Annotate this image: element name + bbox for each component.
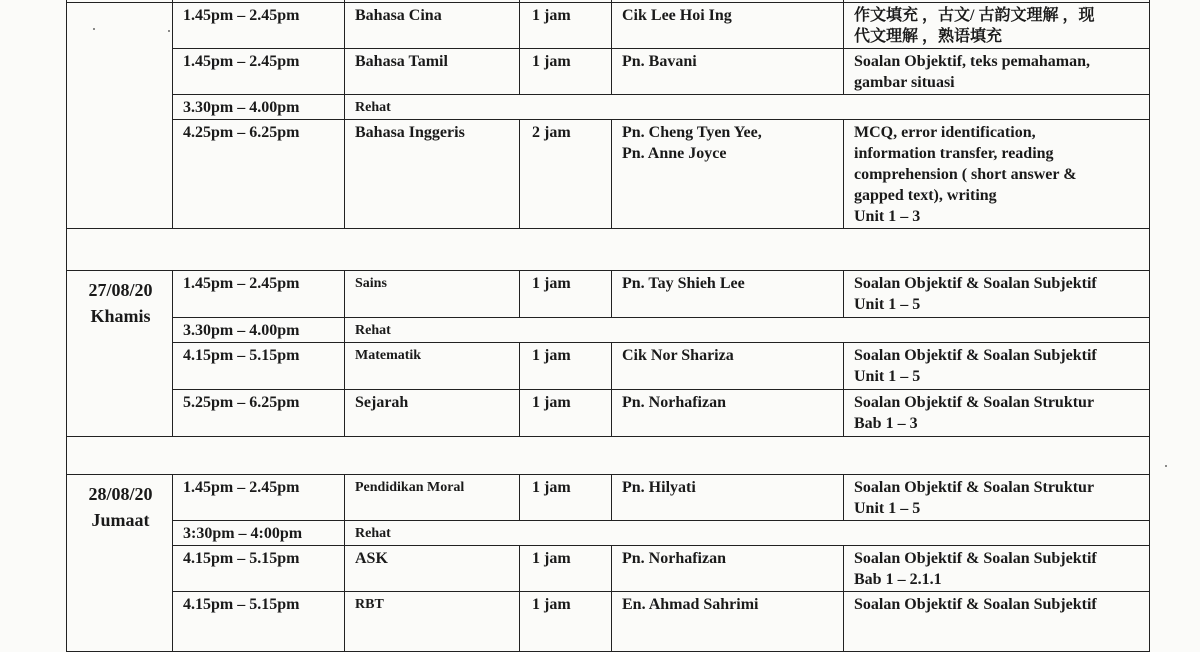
duration-cell: 1 jam: [520, 3, 612, 49]
day-separator-row: [67, 229, 1150, 271]
text-line: 代文理解 ，熟语填充: [854, 28, 1003, 45]
text-line: Cik Lee Hoi Ing: [622, 7, 732, 24]
duration-cell: 1 jam: [520, 343, 612, 390]
text-line: Cik Nor Shariza: [622, 347, 734, 364]
schedule-body: [67, 0, 1150, 652]
text-line: Pn. Norhafizan: [622, 550, 726, 567]
table-row: [67, 390, 1150, 437]
teacher-cell: [612, 120, 844, 229]
table-row: [67, 318, 1150, 343]
subject-cell: Rehat: [345, 318, 1150, 343]
subject-cell: Pendidikan Moral: [345, 475, 520, 521]
text-line: Soalan Objektif & Soalan Subjektif: [854, 596, 1097, 613]
table-row: [67, 271, 1150, 318]
table-row: [67, 95, 1150, 120]
day-date: 28/08/20: [88, 484, 153, 504]
table-row: [67, 475, 1150, 521]
content-cell: [844, 120, 1150, 229]
content-cell: [844, 271, 1150, 318]
duration-cell: 2 jam: [520, 120, 612, 229]
text-line: Pn. Hilyati: [622, 479, 696, 496]
subject-cell: Sains: [345, 271, 520, 318]
subject-cell: Bahasa Inggeris: [345, 120, 520, 229]
duration-cell: 1 jam: [520, 49, 612, 95]
separator-cell: [67, 229, 1150, 271]
text-line: Pn. Norhafizan: [622, 394, 726, 411]
time-cell: 1.45pm – 2.45pm: [173, 271, 345, 318]
subject-cell: RBT: [345, 592, 520, 652]
table-row: [67, 521, 1150, 546]
time-cell: 1.45pm – 2.45pm: [173, 475, 345, 521]
text-line: MCQ, error identification,: [854, 124, 1036, 141]
table-row: [67, 592, 1150, 652]
text-line: comprehension ( short answer &: [854, 166, 1077, 183]
teacher-cell: [612, 49, 844, 95]
teacher-cell: [612, 271, 844, 318]
day-name: Jumaat: [91, 510, 150, 530]
text-line: gapped text), writing: [854, 187, 997, 204]
duration-cell: 1 jam: [520, 475, 612, 521]
subject-cell: Bahasa Tamil: [345, 49, 520, 95]
scan-speck: [93, 28, 95, 30]
day-date: 27/08/20: [88, 280, 153, 300]
text-line: Pn. Bavani: [622, 53, 697, 70]
day-name: Khamis: [90, 306, 151, 326]
duration-cell: 1 jam: [520, 271, 612, 318]
time-cell: 4.15pm – 5.15pm: [173, 592, 345, 652]
text-line: Soalan Objektif & Soalan Subjektif: [854, 347, 1097, 364]
table-row: [67, 49, 1150, 95]
time-cell: 1.45pm – 2.45pm: [173, 3, 345, 49]
scan-speck: [1165, 465, 1167, 467]
text-line: Soalan Objektif & Soalan Struktur: [854, 479, 1095, 496]
text-line: Bab 1 – 3: [854, 415, 918, 432]
text-line: Soalan Objektif & Soalan Subjektif: [854, 550, 1097, 567]
subject-cell: Bahasa Cina: [345, 3, 520, 49]
subject-cell: ASK: [345, 546, 520, 592]
table-row: [67, 343, 1150, 390]
table-row: [67, 120, 1150, 229]
text-line: Soalan Objektif & Soalan Subjektif: [854, 275, 1097, 292]
text-line: information transfer, reading: [854, 145, 1054, 162]
day-cell: [67, 271, 173, 437]
content-cell: [844, 3, 1150, 49]
subject-cell: Sejarah: [345, 390, 520, 437]
subject-cell: Rehat: [345, 521, 1150, 546]
subject-cell: Rehat: [345, 95, 1150, 120]
exam-schedule-table: [66, 0, 1150, 652]
table-row: [67, 546, 1150, 592]
teacher-cell: [612, 390, 844, 437]
subject-cell: Matematik: [345, 343, 520, 390]
text-line: Bab 1 – 2.1.1: [854, 571, 942, 588]
teacher-cell: [612, 475, 844, 521]
time-cell: 5.25pm – 6.25pm: [173, 390, 345, 437]
content-cell: [844, 390, 1150, 437]
content-cell: [844, 546, 1150, 592]
scan-speck: [168, 30, 170, 32]
text-line: Pn. Cheng Tyen Yee,: [622, 124, 762, 141]
text-line: gambar situasi: [854, 74, 955, 91]
text-line: Pn. Tay Shieh Lee: [622, 275, 745, 292]
time-cell: 3:30pm – 4:00pm: [173, 521, 345, 546]
teacher-cell: [612, 592, 844, 652]
content-cell: [844, 475, 1150, 521]
time-cell: 1.45pm – 2.45pm: [173, 49, 345, 95]
teacher-cell: [612, 343, 844, 390]
day-separator-row: [67, 437, 1150, 475]
content-cell: [844, 49, 1150, 95]
time-cell: 3.30pm – 4.00pm: [173, 318, 345, 343]
text-line: Unit 1 – 5: [854, 368, 921, 385]
text-line: Soalan Objektif & Soalan Struktur: [854, 394, 1095, 411]
content-cell: [844, 592, 1150, 652]
duration-cell: 1 jam: [520, 546, 612, 592]
text-line: 作文填充 ，古文/ 古韵文理解 ，现: [854, 7, 1095, 24]
day-cell: [67, 3, 173, 229]
time-cell: 3.30pm – 4.00pm: [173, 95, 345, 120]
time-cell: 4.15pm – 5.15pm: [173, 546, 345, 592]
text-line: Unit 1 – 5: [854, 296, 921, 313]
duration-cell: 1 jam: [520, 592, 612, 652]
time-cell: 4.25pm – 6.25pm: [173, 120, 345, 229]
content-cell: [844, 343, 1150, 390]
time-cell: 4.15pm – 5.15pm: [173, 343, 345, 390]
teacher-cell: [612, 546, 844, 592]
text-line: En. Ahmad Sahrimi: [622, 596, 759, 613]
duration-cell: 1 jam: [520, 390, 612, 437]
text-line: Soalan Objektif, teks pemahaman,: [854, 53, 1091, 70]
teacher-cell: [612, 3, 844, 49]
text-line: Unit 1 – 5: [854, 500, 921, 517]
text-line: Unit 1 – 3: [854, 208, 921, 225]
text-line: Pn. Anne Joyce: [622, 145, 727, 162]
separator-cell: [67, 437, 1150, 475]
table-row: [67, 3, 1150, 49]
day-cell: [67, 475, 173, 652]
